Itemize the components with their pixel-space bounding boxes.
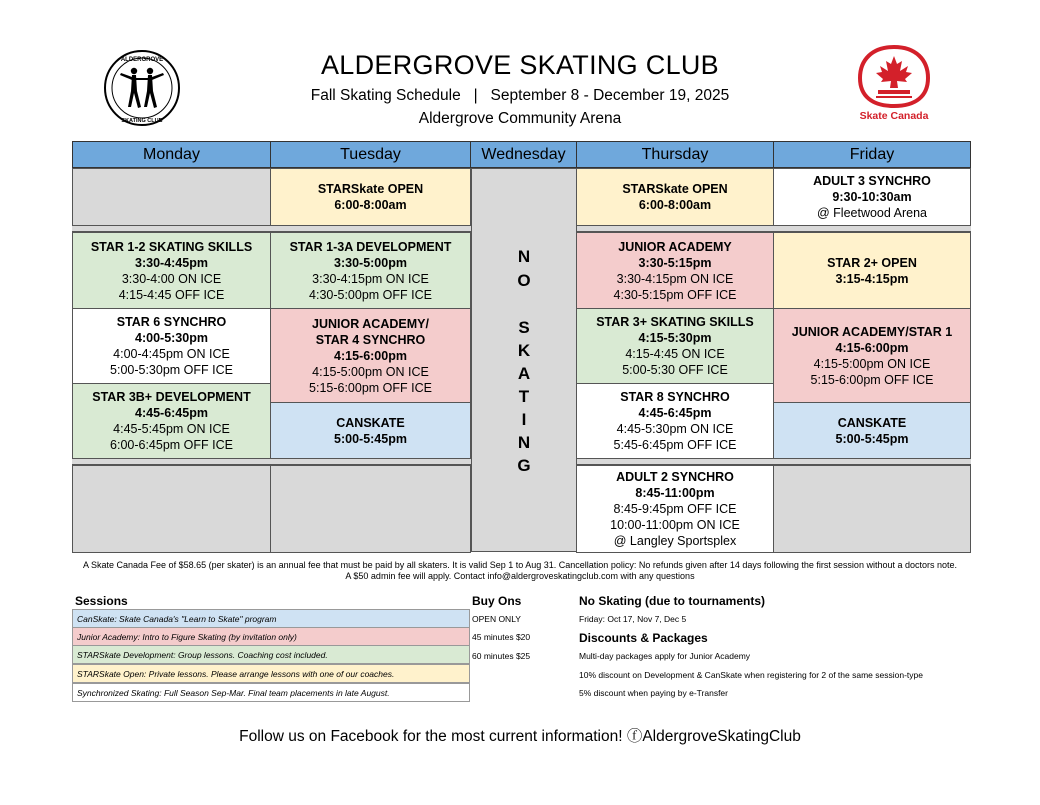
day-header-thursday: Thursday (576, 141, 774, 168)
monday-morning-empty (72, 168, 271, 226)
legend-junior-academy: Junior Academy: Intro to Figure Skating (by invitation only) (72, 627, 470, 646)
session-thursday-starskate-open: STARSkate OPEN 6:00-8:00am (576, 168, 774, 226)
skate-canada-label: Skate Canada (859, 110, 929, 122)
buy-on-item: 60 minutes $25 (472, 651, 531, 661)
buy-on-item: 45 minutes $20 (472, 632, 531, 642)
session-friday-adult3-synchro: ADULT 3 SYNCHRO 9:30-10:30am @ Fleetwood Arena (773, 168, 971, 226)
session-monday-star3b-development: STAR 3B+ DEVELOPMENT 4:45-6:45pm 4:45-5:45pm ON ICE 6:00-6:45pm OFF ICE (72, 383, 271, 459)
session-friday-canskate: CANSKATE 5:00-5:45pm (773, 402, 971, 459)
legend-synchro: Synchronized Skating: Full Season Sep-Mar. Final team placements in late August. (72, 683, 470, 702)
session-thursday-adult2-synchro: ADULT 2 SYNCHRO 8:45-11:00pm 8:45-9:45pm OFF ICE 10:00-11:00pm ON ICE @ Langley Sportsplex (576, 465, 774, 553)
day-header-tuesday: Tuesday (270, 141, 471, 168)
club-logo-text-top: ALDERGROVE (120, 57, 164, 63)
club-logo-text-bottom: SKATING CLUB (121, 118, 163, 124)
session-monday-star12-skills: STAR 1-2 SKATING SKILLS 3:30-4:45pm 3:30-4:00 ON ICE 4:15-4:45 OFF ICE (72, 232, 271, 309)
session-friday-junior-academy-star1: JUNIOR ACADEMY/STAR 1 4:15-6:00pm 4:15-5:00pm ON ICE 5:15-6:00pm OFF ICE (773, 308, 971, 403)
day-header-wednesday: Wednesday (470, 141, 577, 168)
legend-canskate: CanSkate: Skate Canada's "Learn to Skate" program (72, 609, 470, 628)
venue-name: Aldergrove Community Arena (418, 110, 622, 127)
legend-starskate-open: STARSkate Open: Private lessons. Please arrange lessons with one of our coaches. (72, 664, 470, 683)
session-tuesday-junior-academy-star4: JUNIOR ACADEMY/ STAR 4 SYNCHRO 4:15-6:00pm 4:15-5:00pm ON ICE 5:15-6:00pm OFF ICE (270, 308, 471, 403)
page-title: ALDERGROVE SKATING CLUB (321, 50, 719, 80)
session-thursday-star3-skills: STAR 3+ SKATING SKILLS 4:15-5:30pm 4:15-4:45 ON ICE 5:00-5:30 OFF ICE (576, 308, 774, 384)
club-logo (103, 49, 181, 127)
fee-note: A Skate Canada Fee of $58.65 (per skater) is an annual fee that must be paid by all skaters. It is valid Sep 1 to Aug 31. Cancellation policy: No refunds given after 14 days following the first session without a doctors note. A $50 admin fee will apply. Contact info@aldergroveskatingclub.com with any questions (83, 560, 957, 581)
session-tuesday-canskate: CANSKATE 5:00-5:45pm (270, 402, 471, 459)
row-separator (576, 458, 971, 465)
legend-starskate-development: STARSkate Development: Group lessons. Coaching cost included. (72, 645, 470, 664)
buy-on-item: OPEN ONLY (472, 614, 521, 624)
tuesday-evening-empty (270, 465, 471, 553)
no-skating-dates: Friday: Oct 17, Nov 7, Dec 5 (579, 614, 687, 624)
session-thursday-star8-synchro: STAR 8 SYNCHRO 4:45-6:45pm 4:45-5:30pm ON ICE 5:45-6:45pm OFF ICE (576, 383, 774, 459)
discounts-heading: Discounts & Packages (579, 631, 708, 645)
schedule-subtitle: Fall Skating Schedule | September 8 - December 19, 2025 (310, 87, 730, 104)
row-separator (72, 458, 471, 465)
row-separator (576, 225, 971, 232)
facebook-follow-note: Follow us on Facebook for the most current information! ⓕAldergroveSkatingClub (239, 728, 801, 745)
friday-evening-empty (773, 465, 971, 553)
session-tuesday-starskate-open: STARSkate OPEN 6:00-8:00am (270, 168, 471, 226)
row-separator (72, 225, 471, 232)
no-skating-heading: No Skating (due to tournaments) (579, 594, 765, 608)
session-friday-star2-open: STAR 2+ OPEN 3:15-4:15pm (773, 232, 971, 309)
wednesday-no-skating: N O S K A T I N G (471, 168, 577, 552)
discount-item: 5% discount when paying by e-Transfer (579, 688, 728, 698)
monday-evening-empty (72, 465, 271, 553)
sessions-heading: Sessions (75, 594, 128, 608)
discount-item: Multi-day packages apply for Junior Academy (579, 651, 751, 661)
buy-ons-heading: Buy Ons (472, 594, 522, 608)
session-tuesday-star13a-development: STAR 1-3A DEVELOPMENT 3:30-5:00pm 3:30-4:15pm ON ICE 4:30-5:00pm OFF ICE (270, 232, 471, 309)
discount-item: 10% discount on Development & CanSkate when registering for 2 of the same session-type (579, 670, 923, 680)
session-monday-star6-synchro: STAR 6 SYNCHRO 4:00-5:30pm 4:00-4:45pm ON ICE 5:00-5:30pm OFF ICE (72, 308, 271, 384)
session-thursday-junior-academy: JUNIOR ACADEMY 3:30-5:15pm 3:30-4:15pm ON ICE 4:30-5:15pm OFF ICE (576, 232, 774, 309)
day-header-monday: Monday (72, 141, 271, 168)
day-header-friday: Friday (773, 141, 971, 168)
